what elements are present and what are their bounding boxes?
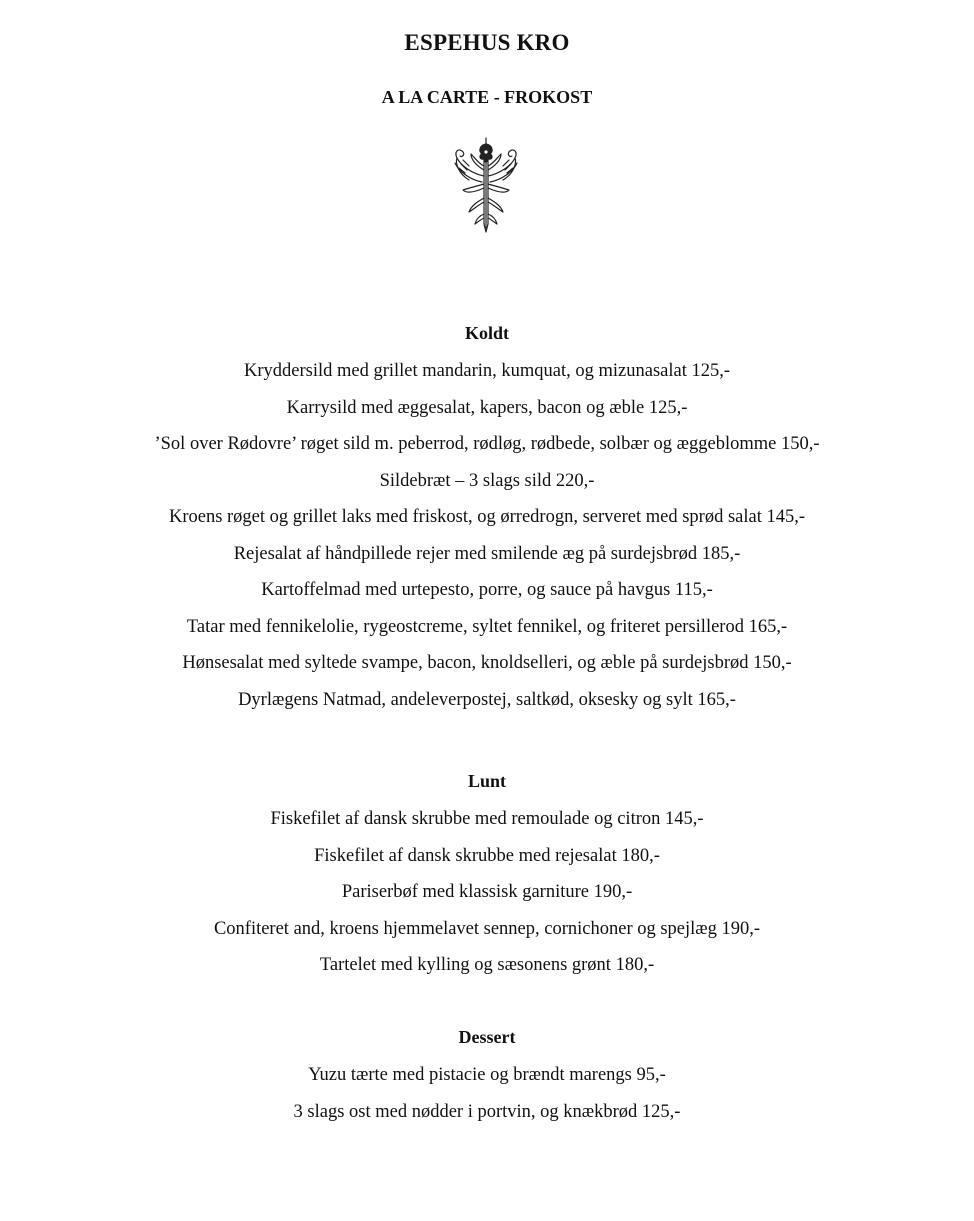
menu-item: Fiskefilet af dansk skrubbe med remoulade og citron 145,- xyxy=(270,809,704,829)
menu-item: Kartoffelmad med urtepesto, porre, og sauce på havgus 115,- xyxy=(261,580,713,600)
flower-ornament-icon xyxy=(449,136,523,234)
menu-item: ’Sol over Rødovre’ røget sild m. peberrod, rødløg, rødbede, solbær og æggeblomme 150,- xyxy=(154,434,820,454)
menu-section-dessert xyxy=(0,1020,974,1130)
section-heading: Koldt xyxy=(464,323,509,343)
section-heading: Lunt xyxy=(467,771,507,791)
menu-item: Kryddersild med grillet mandarin, kumquat, og mizunasalat 125,- xyxy=(243,361,731,381)
menu-item: Tartelet med kylling og sæsonens grønt 180,- xyxy=(319,955,655,975)
menu-item: Karrysild med æggesalat, kapers, bacon og æble 125,- xyxy=(286,397,688,418)
menu-item: Tatar med fennikelolie, rygeostcreme, syltet fennikel, og friteret persillerod 165,- xyxy=(186,616,788,637)
menu-item: Fiskefilet af dansk skrubbe med rejesalat 180,- xyxy=(314,845,660,866)
menu-item: Rejesalat af håndpillede rejer med smilende æg på surdejsbrød 185,- xyxy=(233,543,741,564)
menu-item: Kroens røget og grillet laks med friskost, og ørredrogn, serveret med sprød salat 145,- xyxy=(168,507,806,527)
section-heading: Dessert xyxy=(458,1027,516,1047)
restaurant-title: ESPEHUS KRO xyxy=(404,30,570,55)
menu-item: Dyrlægens Natmad, andeleverpostej, saltkød, oksesky og sylt 165,- xyxy=(238,689,736,710)
menu-section-lunt xyxy=(0,764,974,984)
menu-item: Sildebræt – 3 slags sild 220,- xyxy=(379,470,595,491)
menu-item: 3 slags ost med nødder i portvin, og knækbrød 125,- xyxy=(293,1101,681,1122)
menu-item: Hønsesalat med syltede svampe, bacon, knoldselleri, og æble på surdejsbrød 150,- xyxy=(182,653,792,673)
menu-item: Confiteret and, kroens hjemmelavet sennep, cornichoner og spejlæg 190,- xyxy=(213,918,761,939)
menu-section-koldt xyxy=(0,316,974,718)
menu-subtitle: A LA CARTE - FROKOST xyxy=(381,87,593,107)
menu-item: Pariserbøf med klassisk garniture 190,- xyxy=(341,882,633,902)
menu-item: Yuzu tærte med pistacie og brændt marengs 95,- xyxy=(308,1065,666,1085)
